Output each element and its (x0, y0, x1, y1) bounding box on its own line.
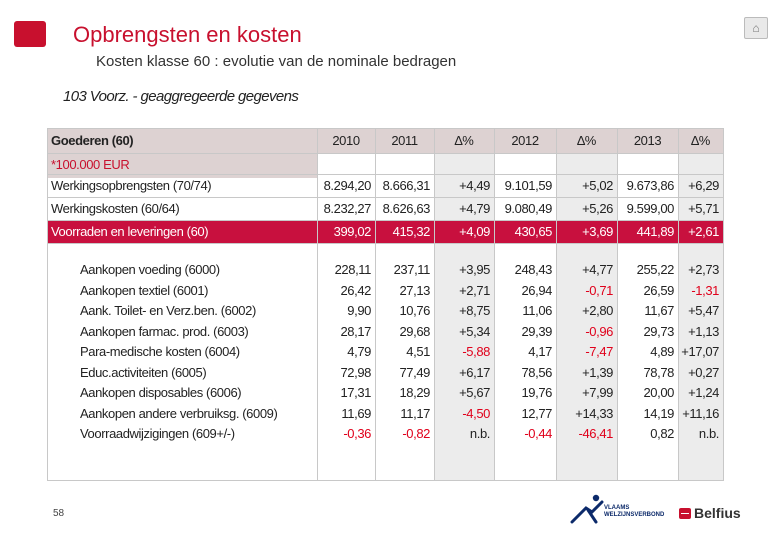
table-cell: +4,49 (459, 178, 490, 193)
table-cell: +3,95 (459, 262, 490, 277)
table-cell: 18,29 (399, 385, 430, 400)
table-cell: 29,68 (399, 323, 430, 339)
partner-logo-text: VLAAMS WELZIJNSVERBOND (604, 505, 665, 518)
detail-row-label: Aankopen textiel (6001) (80, 282, 209, 298)
summary-row-label: Werkingskosten (60/64) (51, 201, 180, 216)
table-cell: 78,78 (643, 364, 674, 380)
table-cell: 20,00 (643, 385, 674, 400)
table-cell: +1,24 (688, 385, 719, 400)
table-cell: +3,69 (582, 224, 613, 239)
table-cell: +8,75 (459, 303, 490, 318)
table-cell: 26,94 (521, 282, 552, 298)
table-caption: 103 Voorz. - geaggregeerde gegevens (63, 88, 299, 105)
table-cell: 11,69 (341, 405, 371, 421)
table-cell: 26,59 (643, 282, 674, 298)
table-cell: +2,80 (582, 303, 613, 318)
table-cell: 4,17 (528, 344, 552, 359)
table-cell: 77,49 (399, 364, 430, 380)
table-cell: 12,77 (521, 405, 552, 421)
home-icon[interactable]: ⌂ (744, 17, 768, 39)
table-cell: +2,73 (688, 262, 719, 277)
table-cell: +6,29 (688, 178, 719, 193)
table-cell: -0,82 (402, 426, 430, 441)
table-cell: 8.294,20 (323, 178, 371, 193)
col-header-pct1: ∆% (454, 133, 474, 148)
col-header-pct2: ∆% (577, 133, 596, 148)
table-cell: +5,47 (688, 303, 719, 318)
table-cell: -4,50 (462, 405, 490, 421)
table-cell: 9.101,59 (504, 178, 552, 193)
table-cell: -0,96 (585, 323, 613, 339)
detail-row-label: Aankopen disposables (6006) (80, 385, 242, 400)
table-cell: 255,22 (636, 262, 674, 277)
detail-row-label: Para-medische kosten (6004) (80, 344, 240, 359)
page-number: 58 (53, 508, 65, 519)
table-cell: 78,56 (521, 364, 552, 380)
title-accent-block (14, 21, 46, 47)
table-cell: 8.626,63 (382, 201, 430, 216)
col-header-pct3: ∆% (691, 133, 710, 148)
table-cell: -0,36 (343, 426, 371, 441)
table-cell: 9.080,49 (504, 201, 552, 216)
summary-row-label: Werkingsopbrengsten (70/74) (51, 178, 212, 193)
detail-row-label: Aankopen farmac. prod. (6003) (80, 323, 249, 339)
table-cell: +5,02 (582, 178, 613, 193)
belfius-icon (679, 508, 691, 519)
table-cell: 248,43 (514, 262, 552, 277)
table-cell: +2,71 (459, 282, 490, 298)
table-cell: 9.673,86 (626, 178, 674, 193)
table-cell: n.b. (469, 426, 490, 441)
col-header-2011: 2011 (391, 133, 418, 148)
corner-label: Goederen (60) (51, 133, 134, 148)
table-cell: 26,42 (340, 282, 371, 298)
page-title: Opbrengsten en kosten (73, 22, 302, 47)
table-cell: 19,76 (521, 385, 552, 400)
table-cell: 11,17 (400, 405, 430, 421)
table-cell: -7,47 (585, 344, 613, 359)
col-header-2012: 2012 (511, 133, 539, 148)
detail-row-label: Educ.activiteiten (6005) (80, 364, 207, 380)
table-cell: 10,76 (399, 303, 430, 318)
table-cell: +6,17 (459, 364, 490, 380)
table-cell: -5,88 (462, 344, 490, 359)
table-cell: 4,51 (406, 344, 430, 359)
table-cell: +4,77 (582, 262, 613, 277)
col-header-2010: 2010 (332, 133, 360, 148)
table-cell: 29,73 (643, 323, 674, 339)
table-cell: 228,11 (334, 262, 371, 277)
table-cell: 8.232,27 (323, 201, 371, 216)
table-cell: +2,61 (688, 224, 719, 239)
table-cell: 415,32 (392, 224, 430, 239)
table-cell: +5,67 (459, 385, 490, 400)
table-cell: -0,44 (524, 426, 552, 441)
table-cell: 4,79 (347, 344, 371, 359)
table-cell: 9.599,00 (626, 201, 674, 216)
table-cell: 441,89 (636, 224, 674, 239)
page-subtitle: Kosten klasse 60 : evolutie van de nominale bedragen (96, 53, 457, 70)
table-cell: +0,27 (688, 364, 719, 380)
table-cell: 237,11 (393, 262, 430, 277)
table-cell: +5,34 (459, 323, 490, 339)
table-cell: +1,39 (582, 364, 613, 380)
table-cell: 11,67 (644, 303, 674, 318)
table-cell: 399,02 (333, 224, 371, 239)
table-cell: +5,26 (582, 201, 613, 216)
detail-row-label: Aankopen voeding (6000) (80, 262, 220, 277)
table-cell: 8.666,31 (382, 178, 430, 193)
table-cell: 17,31 (340, 385, 371, 400)
summary-row-label: Voorraden en leveringen (60) (51, 224, 209, 239)
unit-label: *100.000 EUR (51, 157, 130, 172)
table-cell: -1,31 (691, 282, 719, 298)
table-cell: 28,17 (340, 323, 371, 339)
detail-row-label: Aank. Toilet- en Verz.ben. (6002) (80, 303, 256, 318)
table-cell: +4,09 (459, 224, 490, 239)
table-cell: 72,98 (340, 364, 371, 380)
table-cell: 11,06 (522, 303, 552, 318)
detail-row-label: Voorraadwijzigingen (609+/-) (80, 426, 235, 441)
table-cell: 14,19 (643, 405, 674, 421)
table-cell: +17,07 (681, 344, 719, 359)
table-cell: -0,71 (585, 282, 613, 298)
table-cell: 430,65 (514, 224, 552, 239)
table-cell: n.b. (698, 426, 719, 441)
table-cell: +5,71 (688, 201, 719, 216)
table-cell: +11,16 (682, 405, 719, 421)
col-header-2013: 2013 (633, 133, 662, 148)
table-cell: +1,13 (688, 323, 719, 339)
table-cell: 27,13 (399, 282, 430, 298)
table-cell: +14,33 (575, 405, 613, 421)
table-cell: 9,90 (347, 303, 371, 318)
table-cell: 29,39 (521, 323, 552, 339)
table-cell: +4,79 (459, 201, 490, 216)
table-cell: -46,41 (578, 426, 613, 441)
table-cell: 4,89 (650, 344, 674, 359)
detail-row-label: Aankopen andere verbruiksg. (6009) (80, 405, 278, 421)
table-cell: 0,82 (650, 426, 674, 441)
table-cell: +7,99 (582, 385, 613, 400)
data-table (47, 128, 723, 481)
brand-logo: Belfius (694, 505, 741, 521)
